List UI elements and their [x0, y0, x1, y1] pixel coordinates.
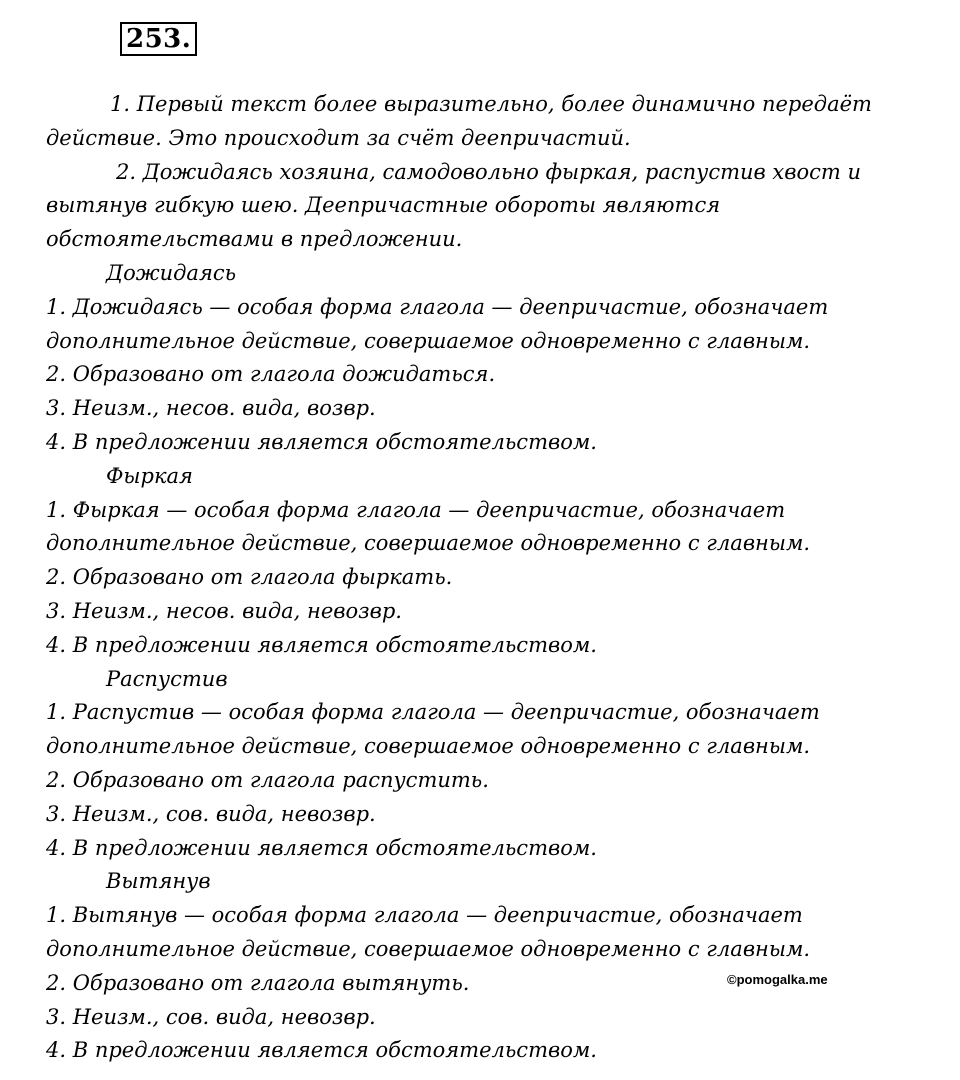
text-line: 2. Образовано от глагола фыркать. [46, 565, 453, 590]
text-line: 3. Неизм., несов. вида, невозвр. [46, 598, 402, 623]
text-line: 4. В предложении является обстоятельством. [46, 429, 597, 454]
text-line: 2. Образовано от глагола распустить. [46, 767, 489, 792]
text-line: дополнительное действие, совершаемое одновременно с главным. [46, 936, 811, 961]
text-line: 4. В предложении является обстоятельством. [46, 835, 597, 860]
text-line: обстоятельствами в предложении. [46, 227, 463, 252]
text-line: дополнительное действие, совершаемое одновременно с главным. [46, 531, 811, 556]
text-line: 1. Дожидаясь — особая форма глагола — деепричастие, обозначает [46, 294, 829, 319]
text-line: дополнительное действие, совершаемое одновременно с главным. [46, 734, 811, 759]
text-line: 3. Неизм., сов. вида, невозвр. [46, 1004, 376, 1029]
word-heading: Вытянув [106, 869, 211, 894]
word-heading: Фыркая [106, 463, 193, 488]
text-line: 2. Дожидаясь хозяина, самодовольно фыркая, распустив хвост и [116, 159, 862, 184]
text-line: 1. Распустив — особая форма глагола — деепричастие, обозначает [46, 700, 820, 725]
text-line: 1. Вытянув — особая форма глагола — деепричастие, обозначает [46, 903, 803, 928]
text-line: 4. В предложении является обстоятельством. [46, 632, 597, 657]
text-line: 2. Образовано от глагола вытянуть. [46, 970, 470, 995]
answer-text-block [46, 88, 936, 1068]
word-heading: Дожидаясь [106, 260, 237, 285]
watermark: ©pomogalka.me [727, 972, 828, 987]
text-line: 3. Неизм., сов. вида, невозвр. [46, 801, 376, 826]
exercise-number: 253. [120, 22, 197, 56]
text-line: 1. Первый текст более выразительно, более динамично передаёт [110, 92, 872, 116]
text-line: 3. Неизм., несов. вида, возвр. [46, 396, 376, 421]
text-line: 4. В предложении является обстоятельством. [46, 1038, 597, 1063]
text-line: действие. Это происходит за счёт деепричастий. [46, 125, 631, 150]
text-line: дополнительное действие, совершаемое одновременно с главным. [46, 328, 811, 353]
text-line: 2. Образовано от глагола дожидаться. [46, 362, 496, 387]
text-line: вытянув гибкую шею. Деепричастные обороты являются [46, 193, 721, 218]
word-heading: Распустив [106, 666, 228, 691]
text-line: 1. Фыркая — особая форма глагола — деепричастие, обозначает [46, 497, 786, 522]
